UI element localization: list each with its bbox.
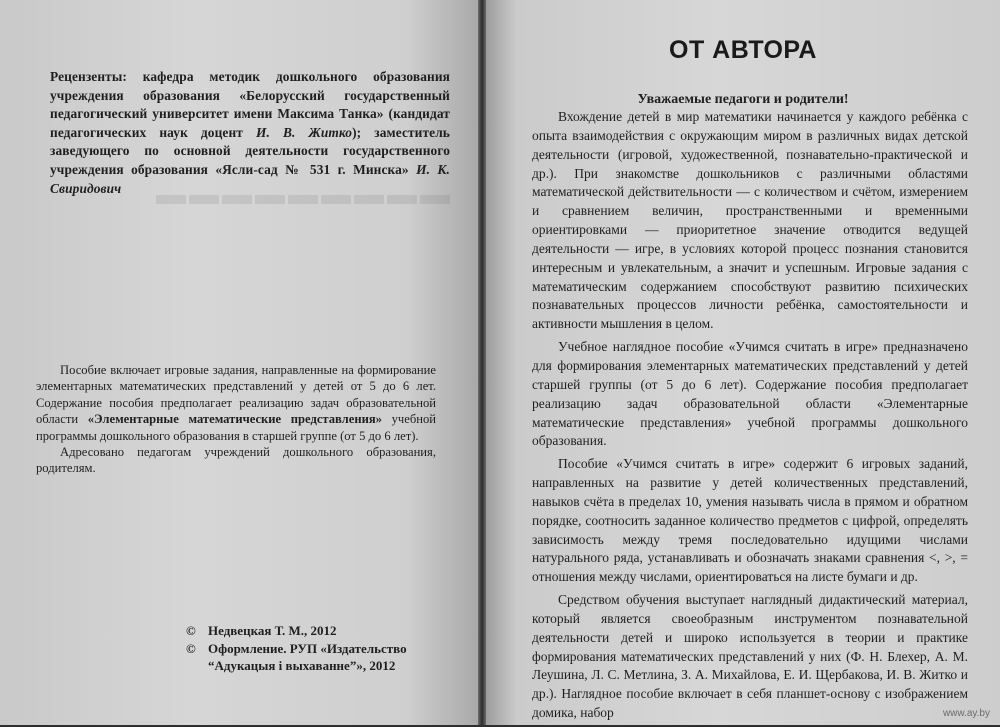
reviewer-name-1: И. В. Житко	[255, 124, 353, 140]
page-title: ОТ АВТОРА	[669, 36, 817, 64]
foreword-paragraph-4: Средством обучения выступает наглядный дидактический материал, который является своеобразным инструментом познавательной деятельности детей и широко используется в теории и практике формирования математических представлений у них (Ф. Н. Блехер, А. М. Леушина, Л. С. Метлина, З. А. Михайлова, Е. И. Щербакова, И. В. Житко и др.). Наглядное пособие включает в себя планшет-основу с изображением домика, набор	[532, 592, 968, 721]
copyright-row-1	[186, 622, 446, 640]
annotation-paragraph-2: Адресовано педагогам учреждений дошкольного образования, родителям.	[36, 445, 436, 476]
copyright-icon: ©	[186, 640, 196, 656]
bleed-through-shadow: ▬▬▬▬▬▬▬▬▬	[153, 178, 450, 211]
reviewers-block	[50, 68, 450, 198]
annotation-text-1: Пособие включает игровые задания, направленные на формирование элементарных математических представлений у детей от 5 до 6 лет. Содержание пособия предполагает реализацию задач образовательной области	[36, 363, 436, 427]
reviewers-label: Рецензенты:	[50, 69, 127, 84]
foreword-paragraph-2: Учебное наглядное пособие «Учимся считать в игре» предназначено для формирования элементарных математических представлений у детей старшей группы (от 5 до 6 лет). Содержание пособия предполагает реализацию задач образовательной области «Элементарные математические представления» учебной программы дошкольного образования.	[532, 339, 968, 449]
annotation-paragraph-1	[36, 362, 436, 444]
annotation-block	[36, 362, 436, 477]
copyright-row-2	[186, 640, 446, 658]
annotation-bold: «Элементарные математические представления»	[87, 412, 382, 427]
book-gutter	[478, 0, 486, 725]
reviewers-text-1: кафедра методик дошкольного образования учреждения образования «Белорусский государственный педагогический университет имени Максима Танка» (кандидат педагогических наук доцент	[50, 69, 450, 140]
copyright-author: Недвецкая Т. М., 2012	[208, 623, 337, 638]
annotation-text-2: учебной программы дошкольного образования в старшей группе (от 5 до 6 лет).	[36, 412, 437, 443]
copyright-publisher: “Адукацыя і выхаванне”», 2012	[208, 658, 396, 673]
foreword-text	[532, 108, 968, 727]
watermark: www.ay.by	[942, 708, 990, 719]
reviewer-name-2: И. К. Свиридович	[50, 161, 450, 196]
foreword-paragraph-3: Пособие «Учимся считать в игре» содержит 6 игровых заданий, направленных на развитие у детей количественных представлений, навыков счёта в пределах 10, умения называть числа в прямом и обратном порядке, соотносить заданное количество предметов с цифрой, определять зависимость между тремя последовательно идущими числами натурального ряда, устанавливать и обозначать знаками сравнения <, >, = отношения между числами, ориентироваться на листе бумаги и др.	[532, 456, 968, 585]
greeting: Уважаемые педагоги и родители!	[637, 92, 849, 107]
copyright-design: Оформление. РУП «Издательство	[208, 640, 407, 656]
reviewers-text-2: ); заместитель заведующего по основной деятельности государственного учреждения образования «Ясли-сад № 531 г. Минска»	[50, 124, 450, 177]
copyright-icon: ©	[186, 623, 196, 638]
foreword-paragraph-1: Вхождение детей в мир математики начинается у каждого ребёнка с опыта взаимодействия с окружающим миром в различных видах детской деятельности (игровой, художественной, познавательно-практической и др.). При знакомстве дошкольников с различными областями математической действительности — с количеством и счётом, измерением и сравнением величин, пространственными и временными ориентировками — приоритетное значение отводится ведущей деятельности — игре, в условиях которой процесс познания становится интересным и увлекательным, а значит и успешным. Игровые задания с математическим содержанием способствуют развитию психических познавательных процессов личности ребёнка, самостоятельности и активности мышления в целом.	[532, 109, 968, 332]
copyright-block	[186, 622, 446, 675]
